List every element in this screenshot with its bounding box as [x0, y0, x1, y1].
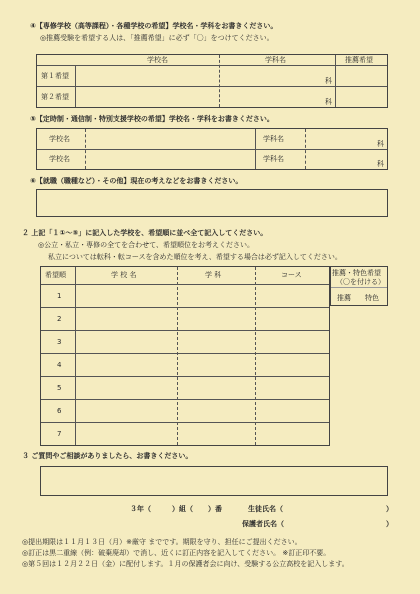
s5-row1-suffix: 科 — [377, 140, 384, 148]
sign-guardian-close: ） — [386, 520, 393, 528]
footer-next: ◎第５回は１２月２２日（金）に配付します。１月の保護者会に向け、受験する公立高校を記入します。 — [22, 560, 349, 568]
s2-rank-5: 5 — [57, 384, 62, 392]
s2-rank-2: 2 — [57, 315, 62, 323]
guardian-name-field[interactable] — [292, 519, 384, 529]
sign-student-close: ） — [386, 505, 393, 513]
s4-table — [36, 54, 388, 108]
s4-col-school: 学校名 — [147, 56, 168, 64]
s2-rank-table — [40, 266, 330, 446]
s5-row1-school-field[interactable] — [86, 130, 254, 149]
s4-row1-school-field[interactable] — [76, 66, 219, 86]
s4-row2-dept-field[interactable] — [220, 87, 335, 107]
s5-row1-school-label: 学校名 — [49, 135, 70, 143]
s4-row2-school-field[interactable] — [76, 87, 219, 107]
s4-row1-suffix: 科 — [325, 77, 332, 85]
s4-row1-dept-field[interactable] — [220, 66, 335, 86]
student-name-field[interactable] — [292, 504, 384, 514]
s2-recommend-box — [330, 266, 388, 306]
sign-student-label: 生徒氏名（ — [248, 505, 283, 513]
s6-textbox[interactable] — [36, 189, 388, 217]
s2-col-rank: 希望順 — [45, 271, 66, 279]
s2-side-opt-special[interactable]: 特色 — [365, 294, 379, 302]
s5-table — [36, 128, 388, 170]
footer-deadline: ◎提出期限は１１月１３日（月）※厳守 までです。期限を守り、担任にご提出ください。 — [22, 538, 302, 546]
s3-heading: ３ ご質問やご相談がありましたら、お書きください。 — [22, 452, 193, 460]
s2-row1-school-field[interactable] — [76, 285, 177, 307]
s4-col-dept: 学科名 — [265, 56, 286, 64]
s2-col-school: 学 校 名 — [111, 271, 137, 279]
s4-row2-suffix: 科 — [325, 98, 332, 106]
s5-row2-dept-field[interactable] — [306, 150, 376, 169]
sign-grade: ３年（ — [130, 505, 151, 513]
s4-row1-rec-field[interactable] — [336, 66, 387, 86]
s5-row2-school-label: 学校名 — [49, 155, 70, 163]
s2-side-sub: （〇を付ける） — [336, 278, 385, 286]
s2-row1-dept-field[interactable] — [178, 285, 255, 307]
s2-rank-7: 7 — [57, 430, 62, 438]
s2-side-opt-recommend[interactable]: 推薦 — [337, 294, 351, 302]
s2-row1-course-field[interactable] — [256, 285, 329, 307]
s6-heading: ⑥【就職（職種など）・その他】現在の考えなどをお書きください。 — [30, 177, 243, 185]
s5-row2-school-field[interactable] — [86, 150, 254, 169]
s4-row2-rec-field[interactable] — [336, 87, 387, 107]
s2-line2: 私立については転科・転コースを含めた順位を考え、希望する場合は必ず記入してください。 — [48, 253, 342, 261]
sign-class: ）組（ — [172, 505, 193, 513]
footer-correction: ◎訂正は黒二重線（例：破棄廃却）で消し、近くに訂正内容を記入してください。 ※訂正印不要。 — [22, 549, 331, 557]
s5-heading: ⑤【定時制・通信制・特別支援学校の希望】学校名・学科をお書きください。 — [30, 115, 274, 123]
s2-rank-3: 3 — [57, 338, 62, 346]
s4-heading: ④【専修学校（高等課程）・各種学校の希望】学校名・学科をお書きください。 — [30, 22, 278, 30]
s5-row2-dept-label: 学科名 — [263, 155, 284, 163]
s2-line1: ◎公立・私立・専修の全てを合わせて、希望順位をお考えください。 — [38, 241, 254, 249]
s4-row2-label: 第２希望 — [41, 93, 69, 101]
s2-rank-1: 1 — [57, 292, 62, 300]
s2-col-dept: 学 科 — [205, 271, 222, 279]
s2-rank-6: 6 — [57, 407, 62, 415]
s3-textbox[interactable] — [40, 466, 388, 496]
s2-col-course: コース — [281, 271, 302, 279]
sign-number: ）番 — [208, 505, 222, 513]
s5-row1-dept-label: 学科名 — [263, 135, 284, 143]
s4-note: ◎推薦受験を希望する人は、「推薦希望」に必ず「〇」をつけてください。 — [40, 34, 274, 42]
s4-row1-label: 第１希望 — [41, 72, 69, 80]
sign-guardian-label: 保護者氏名（ — [242, 520, 284, 528]
s2-heading: ２ 上記「１①～⑤」に記入した学校を、希望順に並べ全て記入してください。 — [22, 229, 268, 237]
s5-row1-dept-field[interactable] — [306, 130, 376, 149]
s5-row2-suffix: 科 — [377, 160, 384, 168]
s2-rank-4: 4 — [57, 361, 62, 369]
s4-col-rec: 推薦希望 — [345, 56, 373, 64]
s2-side-title: 推薦・特色希望 — [332, 269, 381, 277]
